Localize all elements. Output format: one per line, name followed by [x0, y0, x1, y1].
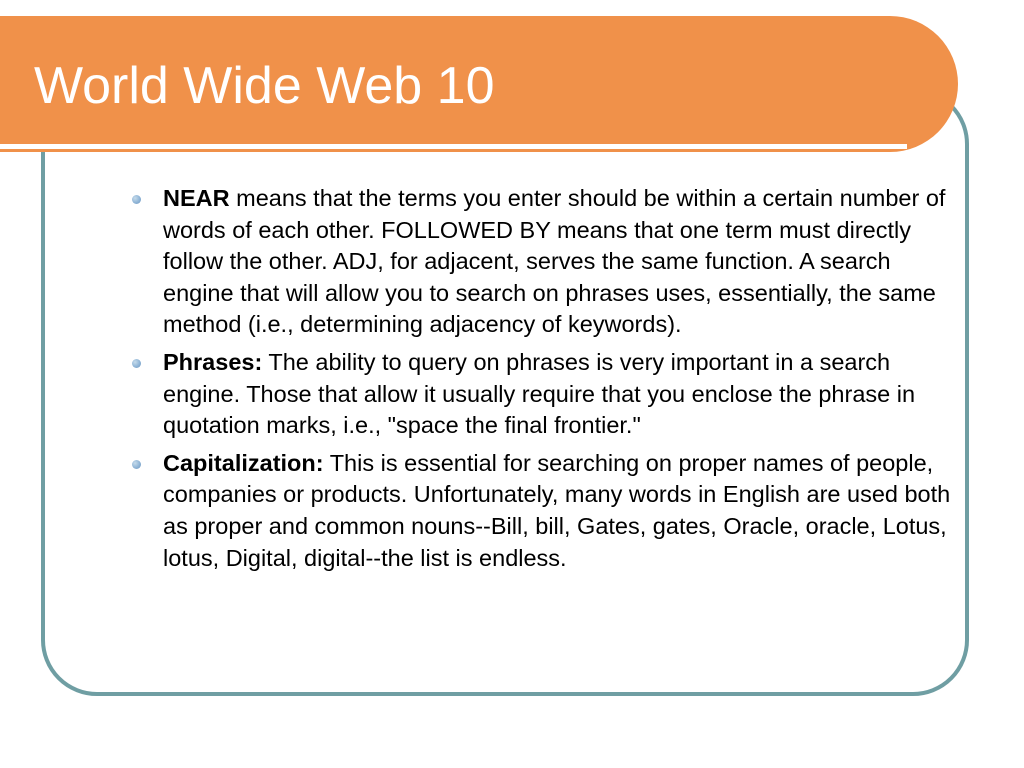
bullet-text: The ability to query on phrases is very important in a search engine. Those that allow it usually require that you enclose the phrase in quotation marks, i.e., "space the final frontier.": [163, 348, 916, 439]
bullet-dot-icon: [132, 195, 141, 204]
bullet-dot-icon: [132, 460, 141, 469]
slide-title: World Wide Web 10: [34, 57, 495, 115]
bullet-item-phrases: [130, 347, 952, 442]
bullet-item-near: [130, 183, 952, 341]
bullet-list: [130, 183, 952, 580]
bullet-term: NEAR: [163, 185, 230, 211]
title-bar: [0, 16, 958, 152]
title-underline: [0, 144, 907, 149]
bullet-item-capitalization: [130, 448, 952, 574]
bullet-term: Capitalization:: [163, 449, 324, 476]
bullet-text: This is essential for searching on proper names of people, companies or products. Unfortunately, many words in English are used both as proper and common nouns--Bill, bill, Gates, gates, Oracle, oracle, Lotus, lotus, Digital, digital--the list is endless.: [163, 449, 951, 571]
bullet-text: means that the terms you enter should be within a certain number of words of each other. FOLLOWED BY means that one term must directly follow the other. ADJ, for adjacent, serves the same function. A search engine that will allow you to search on phrases uses, essentially, the same method (i.e., determining adjacency of keywords).: [163, 185, 946, 338]
bullet-term: Phrases:: [163, 348, 263, 375]
bullet-dot-icon: [132, 359, 141, 368]
